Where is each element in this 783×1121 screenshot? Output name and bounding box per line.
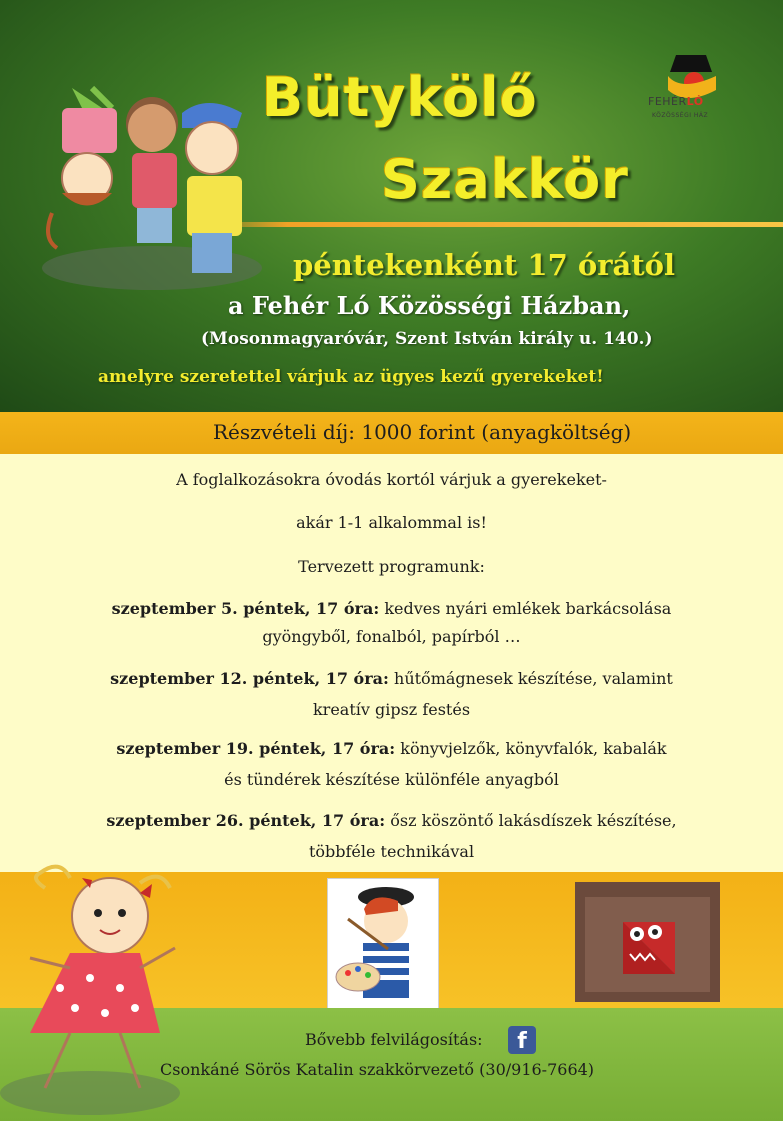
intro-line-1: A foglalkozásokra óvodás kortól várjuk a gyerekeket- — [176, 470, 607, 489]
painter-boy-image — [327, 878, 439, 1012]
title-line-2: Szakkör — [381, 148, 629, 211]
program-item-4-cont: többféle technikával — [308, 842, 475, 861]
contact-text: Csonkáné Sörös Katalin szakkörvezető (30/916-7664) — [160, 1060, 595, 1079]
chalk-line — [200, 222, 783, 227]
intro-line-3: Tervezett programunk: — [298, 557, 485, 576]
venue-text: a Fehér Ló Közösségi Házban, — [228, 291, 631, 320]
middle-boy-figure — [126, 97, 178, 243]
program-item-2-cont: kreatív gipsz festés — [312, 700, 471, 719]
monster-bookmark-photo — [575, 882, 720, 1002]
intro-line-2: akár 1-1 alkalommal is! — [296, 513, 487, 532]
program-item-4: szeptember 26. péntek, 17 óra: ősz köszöntő lakásdíszek készítése, — [106, 811, 677, 830]
upside-down-girl-figure — [48, 88, 117, 248]
girl-illustration — [0, 858, 200, 1121]
address-text: (Mosonmagyaróvár, Szent István király u. 140.) — [201, 329, 653, 349]
more-info-label: Bővebb felvilágosítás: — [305, 1030, 483, 1049]
program-item-3-cont: és tündérek készítése különféle anyagból — [224, 770, 559, 789]
kids-illustration — [32, 68, 277, 308]
program-item-1-cont: gyöngyből, fonalból, papírból … — [262, 627, 521, 646]
logo-name: FEHÉRLÓ — [648, 95, 704, 108]
program-item-2: szeptember 12. péntek, 17 óra: hűtőmágnesek készítése, valamint — [110, 669, 673, 688]
schedule-text: péntekenként 17 órától — [293, 248, 676, 282]
invite-text: amelyre szeretettel várjuk az ügyes kezű gyerekeket! — [98, 367, 604, 387]
fee-text: Részvételi díj: 1000 forint (anyagköltség) — [213, 420, 632, 444]
facebook-icon[interactable]: f — [508, 1026, 536, 1054]
logo-subtitle: KÖZÖSSÉGI HÁZ — [652, 112, 709, 119]
title-line-1: Bütykölő — [262, 66, 538, 129]
program-item-1: szeptember 5. péntek, 17 óra: kedves nyári emlékek barkácsolása — [111, 599, 672, 618]
program-item-3: szeptember 19. péntek, 17 óra: könyvjelzők, könyvfalók, kabalák — [116, 739, 667, 758]
